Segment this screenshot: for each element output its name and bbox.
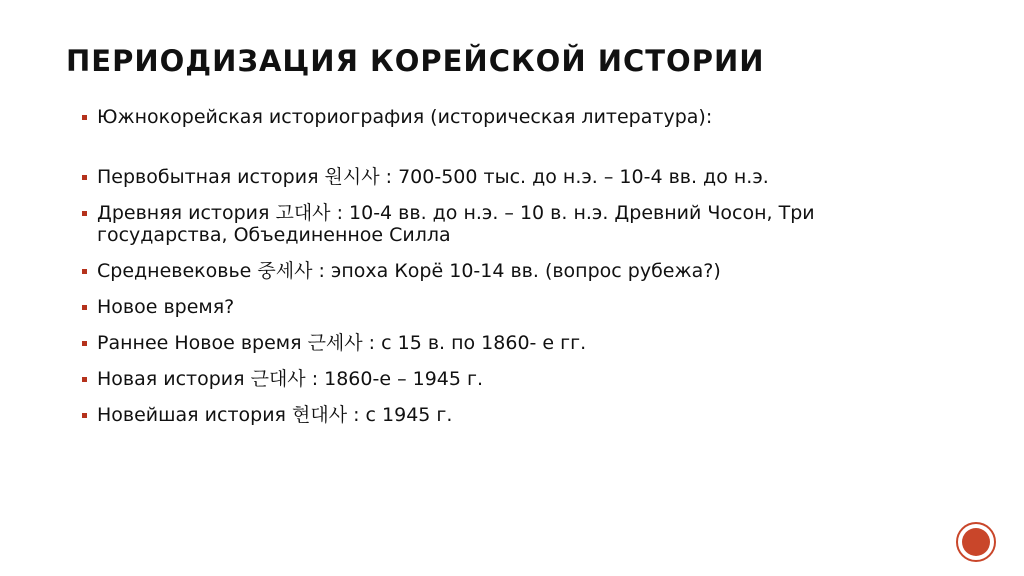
- logo-icon: [956, 522, 996, 562]
- bullet-square-icon: [82, 211, 87, 216]
- bullet-item: [80, 332, 920, 354]
- bullet-text: Новая история 근대사 : 1860-е – 1945 г.: [97, 368, 484, 390]
- bullet-item: [80, 202, 920, 246]
- bullet-item: [80, 404, 920, 426]
- bullet-square-icon: [82, 115, 87, 120]
- bullet-text: Древняя история 고대사 : 10-4 вв. до н.э. – 10 в. н.э. Древний Чосон, Три государства, Объединенное Силла: [97, 202, 815, 246]
- bullet-square-icon: [82, 377, 87, 382]
- bullet-text: Средневековье 중세사 : эпоха Корё 10-14 вв. (вопрос рубежа?): [97, 260, 721, 282]
- bullet-square-icon: [82, 269, 87, 274]
- bullet-square-icon: [82, 413, 87, 418]
- bullet-square-icon: [82, 341, 87, 346]
- bullet-list: [80, 106, 920, 440]
- bullet-item: [80, 260, 920, 282]
- bullet-square-icon: [82, 175, 87, 180]
- bullet-item: [80, 106, 920, 128]
- bullet-item: [80, 368, 920, 390]
- bullet-square-icon: [82, 305, 87, 310]
- bullet-text: Раннее Новое время 근세사 : с 15 в. по 1860- е гг.: [97, 332, 587, 354]
- bullet-text: Новое время?: [97, 296, 235, 318]
- logo-inner-circle: [962, 528, 990, 556]
- bullet-text: Первобытная история 원시사 : 700-500 тыс. до н.э. – 10-4 вв. до н.э.: [97, 166, 769, 188]
- bullet-item: [80, 296, 920, 318]
- slide-title: ПЕРИОДИЗАЦИЯ КОРЕЙСКОЙ ИСТОРИИ: [66, 44, 765, 78]
- bullet-text: Новейшая история 현대사 : с 1945 г.: [97, 404, 453, 426]
- bullet-text: Южнокорейская историография (историческая литература):: [97, 106, 713, 128]
- bullet-item: [80, 166, 920, 188]
